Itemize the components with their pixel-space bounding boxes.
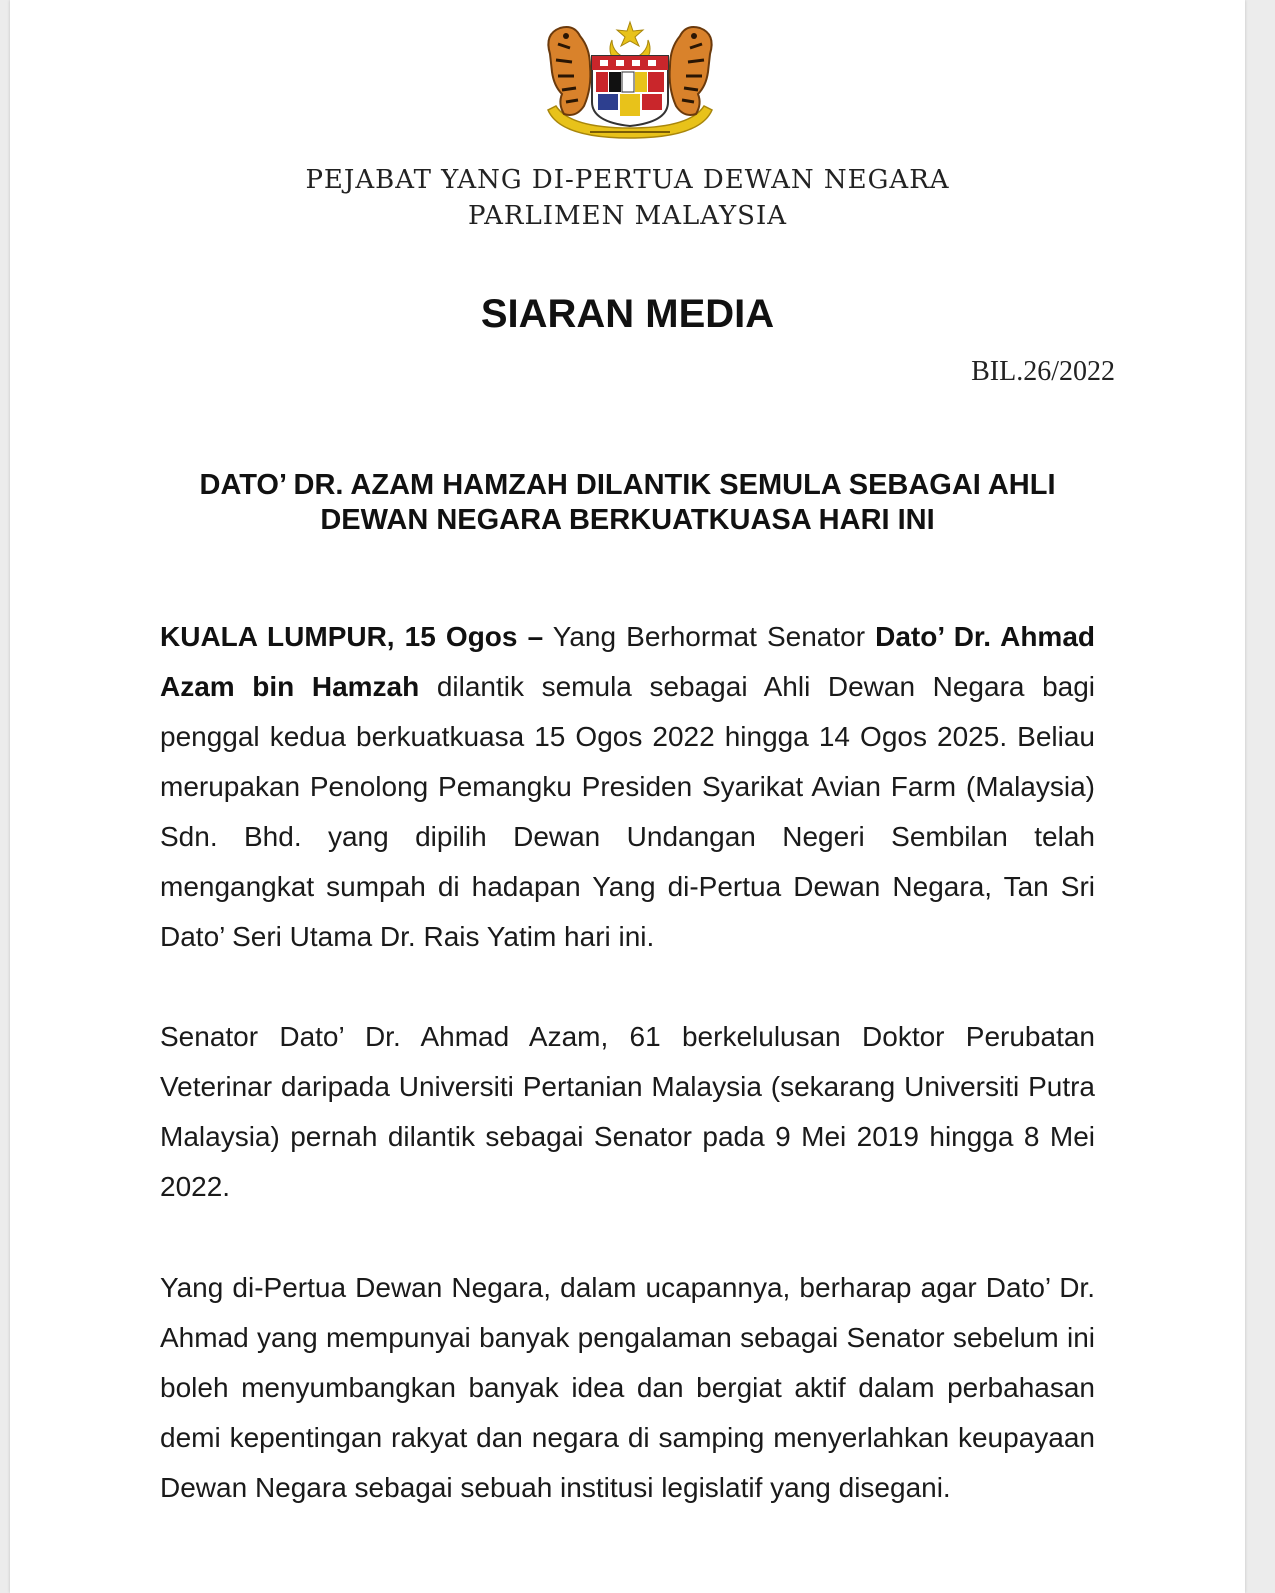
- paragraph-text: dilantik semula sebagai Ahli Dewan Negara bagi penggal kedua berkuatkuasa 15 Ogos 2022 hingga 14 Ogos 2025. Beliau merupakan Penolong Pemangku Presiden Syarikat Avian Farm (Malaysia) Sdn. Bhd. yang dipilih Dewan Undangan Negeri Sembilan telah mengangkat sumpah di hadapan Yang di-Pertua Dewan Negara, Tan Sri Dato’ Seri Utama Dr. Rais Yatim hari ini.: [160, 671, 1096, 952]
- senator-name: Dato’ Dr. Ahmad Azam bin Hamzah: [160, 621, 1095, 702]
- parliament-name: PARLIMEN MALAYSIA: [467, 201, 788, 231]
- body-paragraph-3: Yang di-Pertua Dewan Negara, dalam ucapannya, berharap agar Dato’ Dr. Ahmad yang mempunyai banyak pengalaman sebagai Senator sebelum ini boleh menyumbangkan banyak idea dan bergiat aktif dalam perbahasan demi kepentingan rakyat dan negara di samping menyerlahkan keupayaan Dewan Negara sebagai sebuah institusi legislatif yang disegani.: [160, 1272, 1095, 1503]
- malaysia-coat-of-arms-icon: [540, 14, 720, 146]
- headline-line-1: DATO’ DR. AZAM HAMZAH DILANTIK SEMULA SEBAGAI AHLI: [199, 469, 1056, 501]
- body-paragraph-1: [160, 612, 1095, 962]
- document-title: SIARAN MEDIA: [480, 292, 775, 336]
- reference-number: BIL.26/2022: [971, 356, 1115, 387]
- headline: [0, 468, 1255, 538]
- body-paragraph-2: Senator Dato’ Dr. Ahmad Azam, 61 berkelulusan Doktor Perubatan Veterinar daripada Universiti Pertanian Malaysia (sekarang Universiti Putra Malaysia) pernah dilantik sebagai Senator pada 9 Mei 2019 hingga 8 Mei 2022.: [160, 1021, 1095, 1202]
- paragraph-text: Yang Berhormat Senator: [543, 621, 876, 652]
- office-name: PEJABAT YANG DI-PERTUA DEWAN NEGARA: [305, 165, 950, 195]
- dateline: KUALA LUMPUR, 15 Ogos –: [160, 621, 544, 652]
- headline-line-2: DEWAN NEGARA BERKUATKUASA HARI INI: [320, 504, 935, 536]
